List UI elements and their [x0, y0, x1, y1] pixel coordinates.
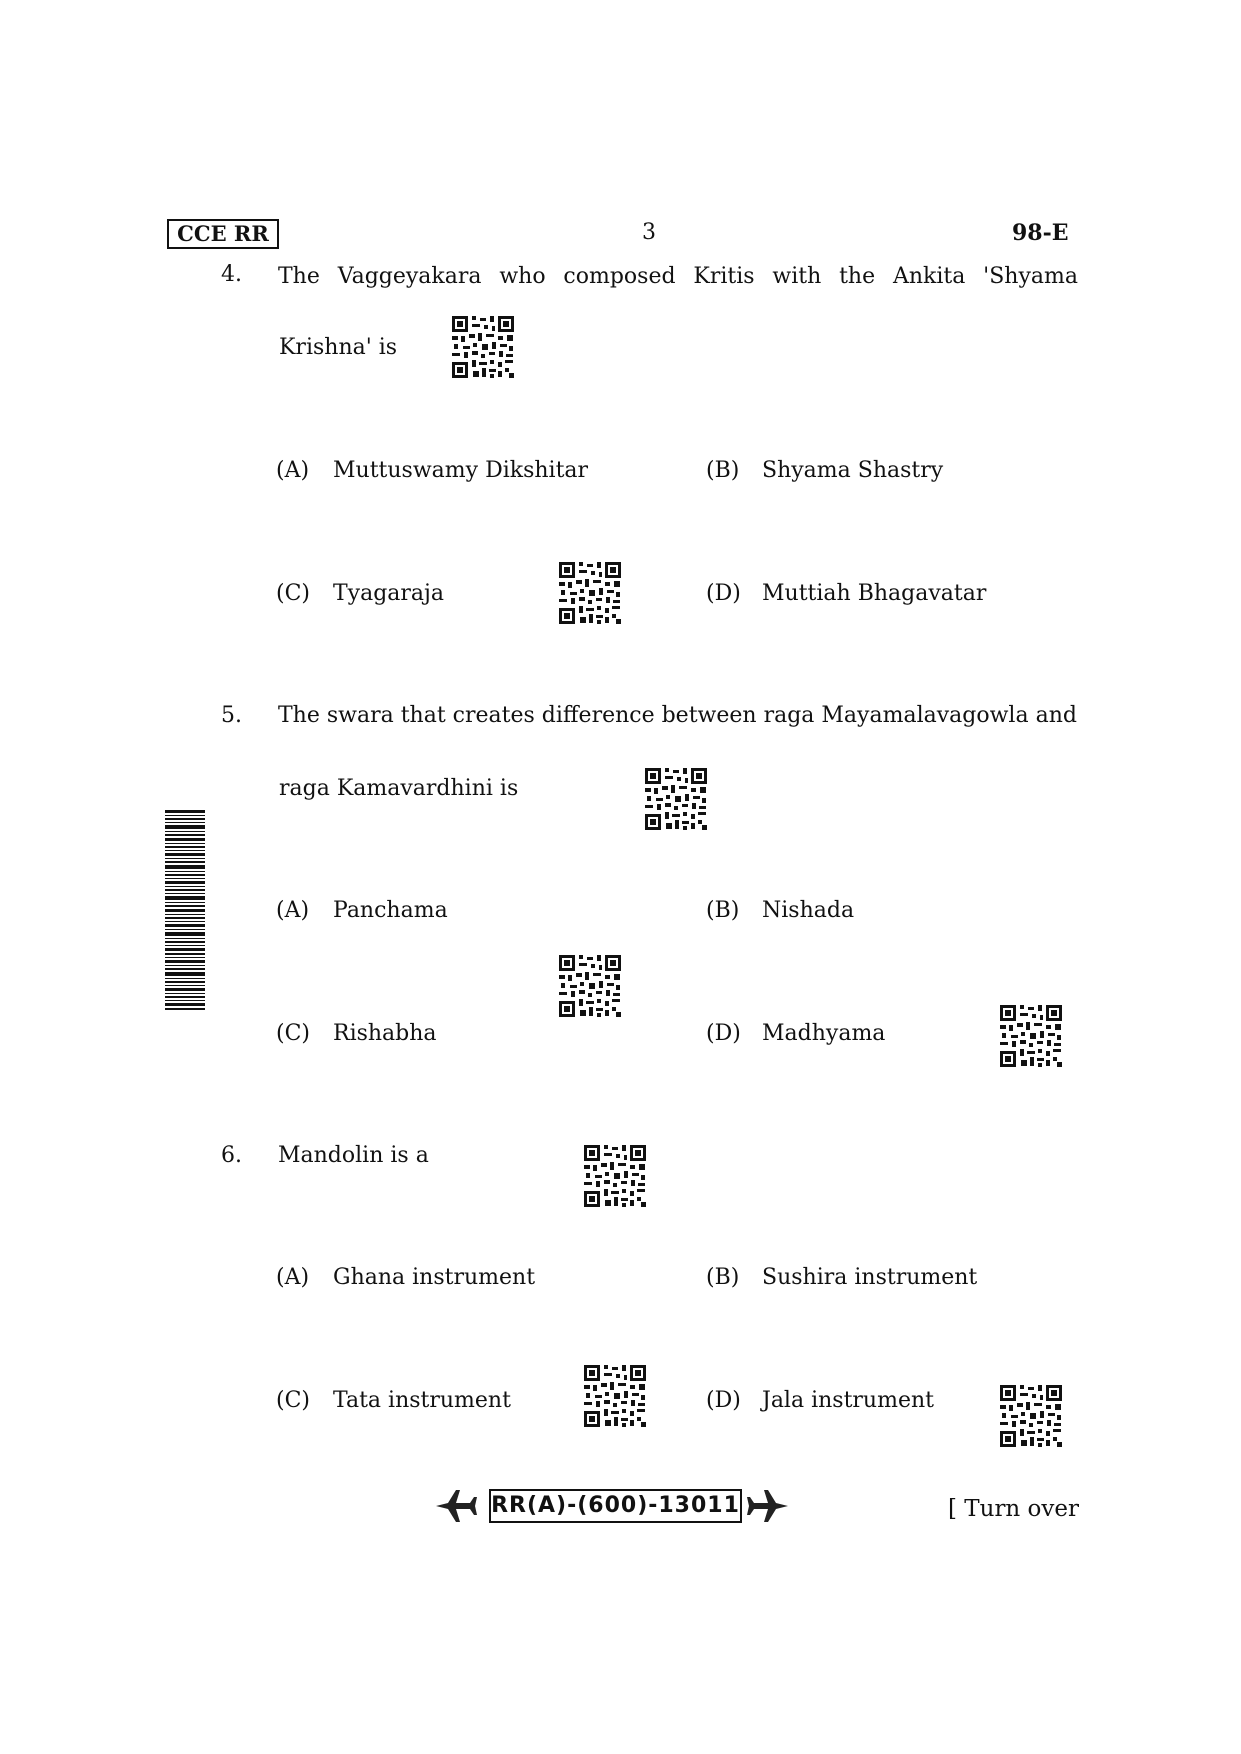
q5-option-c-letter: (C): [276, 1021, 310, 1046]
barcode-icon: [165, 810, 205, 1010]
airplane-right-icon: [746, 1484, 790, 1528]
q5-option-d-letter: (D): [706, 1021, 741, 1046]
q5-option-b-text: Nishada: [762, 898, 855, 923]
question-5-number: 5.: [221, 703, 242, 728]
q4-option-c-text: Tyagaraja: [333, 581, 444, 606]
q6-option-c-text: Tata instrument: [333, 1388, 511, 1413]
question-4-number: 4.: [221, 262, 242, 287]
qr-code-icon: [1000, 1385, 1062, 1447]
q4-word: 'Shyama: [983, 264, 1078, 289]
q6-option-c-letter: (C): [276, 1388, 310, 1413]
q4-word: composed: [563, 264, 676, 289]
qr-code-icon: [645, 768, 707, 830]
qr-code-icon: [452, 316, 514, 378]
q6-option-b-text: Sushira instrument: [762, 1265, 978, 1290]
q6-option-a-text: Ghana instrument: [333, 1265, 536, 1290]
q5-option-a-letter: (A): [276, 898, 310, 923]
q4-option-a-letter: (A): [276, 458, 310, 483]
airplane-left-icon: [434, 1484, 478, 1528]
q4-word: The: [278, 264, 320, 289]
q4-option-d-letter: (D): [706, 581, 741, 606]
q4-option-a-text: Muttuswamy Dikshitar: [333, 458, 589, 483]
qr-code-icon: [559, 955, 621, 1017]
qr-code-icon: [559, 562, 621, 624]
question-5-stem-line1: The swara that creates difference between raga Mayamalavagowla and: [278, 703, 1077, 728]
q5-option-b-letter: (B): [706, 898, 740, 923]
q5-option-a-text: Panchama: [333, 898, 448, 923]
q4-option-b-text: Shyama Shastry: [762, 458, 944, 483]
q4-word: the: [839, 264, 876, 289]
question-5-stem-line2: raga Kamavardhini is: [279, 776, 519, 801]
q5-option-d-text: Madhyama: [762, 1021, 886, 1046]
q4-option-c-letter: (C): [276, 581, 310, 606]
q6-option-b-letter: (B): [706, 1265, 740, 1290]
qr-code-icon: [584, 1145, 646, 1207]
q4-option-d-text: Muttiah Bhagavatar: [762, 581, 987, 606]
q4-word: Kritis: [693, 264, 755, 289]
q4-word: who: [499, 264, 546, 289]
paper-code: 98-E: [1012, 220, 1069, 246]
question-4-stem-line2: Krishna' is: [279, 335, 398, 360]
q4-word: with: [772, 264, 822, 289]
page-number: 3: [642, 220, 656, 245]
footer-code: RR(A)-(600)-13011: [489, 1489, 742, 1523]
q6-option-a-letter: (A): [276, 1265, 310, 1290]
qr-code-icon: [1000, 1005, 1062, 1067]
q5-option-c-text: Rishabha: [333, 1021, 437, 1046]
question-6-stem-line1: Mandolin is a: [278, 1143, 429, 1168]
question-4-stem-line1: [278, 264, 1078, 289]
cce-rr-code-box: CCE RR: [167, 219, 279, 249]
q4-word: Ankita: [892, 264, 966, 289]
turn-over-text: [ Turn over: [948, 1496, 1080, 1522]
q6-option-d-letter: (D): [706, 1388, 741, 1413]
qr-code-icon: [584, 1365, 646, 1427]
q4-option-b-letter: (B): [706, 458, 740, 483]
q4-word: Vaggeyakara: [337, 264, 482, 289]
question-6-number: 6.: [221, 1143, 242, 1168]
q6-option-d-text: Jala instrument: [762, 1388, 934, 1413]
